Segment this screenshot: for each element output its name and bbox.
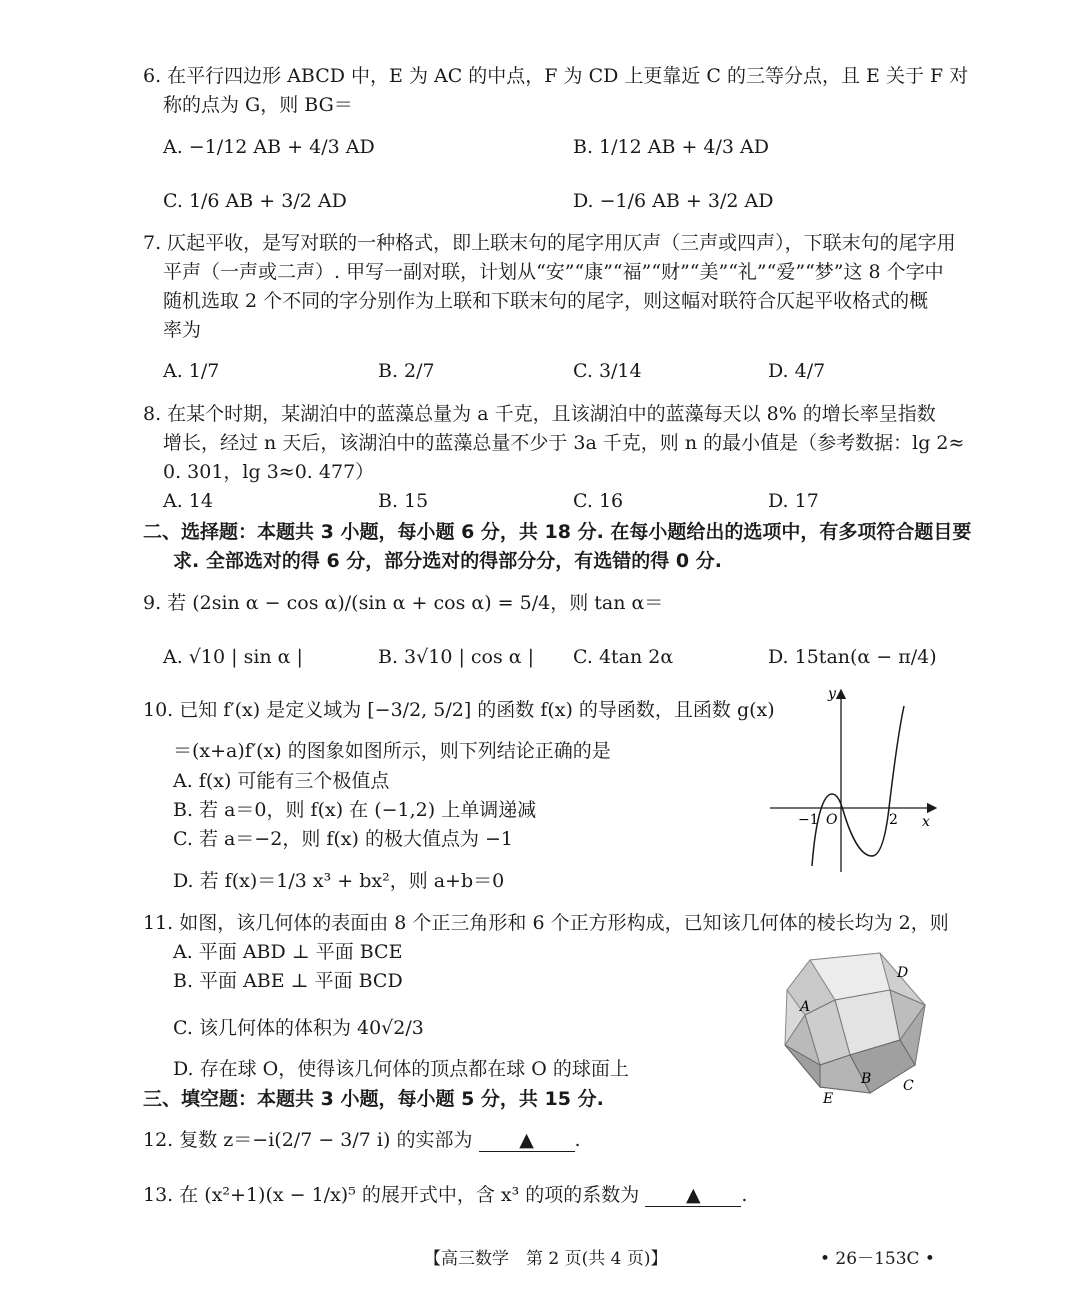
section2-line1: 二、选择题：本题共 3 小题，每小题 6 分，共 18 分. 在每小题给出的选项中，有多项符合题目要 (143, 521, 972, 543)
q10-label-y: y (828, 686, 836, 702)
q11-polyhedron-figure (775, 945, 935, 1110)
q7-option-b: B. 2/7 (378, 360, 435, 382)
q10-line1: 10. 已知 f′(x) 是定义域为 [−3/2, 5/2] 的函数 f(x) 的导函数，且函数 g(x) (143, 699, 775, 721)
q7-line1: 7. 仄起平收，是写对联的一种格式，即上联末句的尾字用仄声（三声或四声），下联末句的尾字用 (143, 232, 956, 254)
q11-option-c: C. 该几何体的体积为 40√2/3 (173, 1017, 424, 1039)
q6-option-b: B. 1/12 AB + 4/3 AD (573, 136, 770, 158)
q11-vertex-b: B (861, 1071, 872, 1087)
q10-label-2: 2 (889, 812, 898, 828)
q13-answer-mark: ▲ (686, 1184, 701, 1206)
q10-label-o: O (826, 812, 838, 828)
q7-option-a: A. 1/7 (163, 360, 220, 382)
q12-answer-mark: ▲ (519, 1129, 534, 1151)
q6-option-a: A. −1/12 AB + 4/3 AD (163, 136, 375, 158)
q12-answer-blank[interactable] (479, 1129, 575, 1152)
q9-option-a: A. √10 | sin α | (163, 646, 303, 668)
q10-label-x: x (922, 814, 930, 830)
q6-line2: 称的点为 G，则 BG＝ (163, 94, 353, 116)
q11-option-b: B. 平面 ABE ⊥ 平面 BCD (173, 970, 403, 992)
q8-option-b: B. 15 (378, 490, 429, 512)
q8-line3: 0. 301，lg 3≈0. 477） (163, 461, 375, 483)
q7-option-d: D. 4/7 (768, 360, 826, 382)
q11-option-d: D. 存在球 O，使得该几何体的顶点都在球 O 的球面上 (173, 1058, 629, 1080)
q12-end: . (574, 1129, 581, 1151)
q10-graph (768, 684, 943, 874)
q7-line2: 平声（一声或二声）. 甲写一副对联，计划从“安”“康”“福”“财”“美”“礼”“爱”“梦”这 8 个字中 (163, 261, 944, 283)
q8-option-d: D. 17 (768, 490, 819, 512)
q9-option-d: D. 15tan(α − π/4) (768, 646, 937, 668)
q6-option-d: D. −1/6 AB + 3/2 AD (573, 190, 774, 212)
q10-label-minus1: −1 (798, 812, 819, 828)
q11-vertex-a: A (800, 999, 811, 1015)
q10-line2: ＝(x+a)f′(x) 的图象如图所示，则下列结论正确的是 (173, 740, 611, 762)
q8-line2: 增长，经过 n 天后，该湖泊中的蓝藻总量不少于 3a 千克，则 n 的最小值是（参考数据：lg 2≈ (163, 432, 965, 454)
q6-option-c: C. 1/6 AB + 3/2 AD (163, 190, 347, 212)
q10-option-d: D. 若 f(x)＝1/3 x³ + bx²，则 a+b＝0 (173, 870, 505, 892)
q7-line3: 随机选取 2 个不同的字分别作为上联和下联末句的尾字，则这幅对联符合仄起平收格式的概 (163, 290, 929, 312)
section3-line1: 三、填空题：本题共 3 小题，每小题 5 分，共 15 分. (143, 1088, 604, 1110)
q10-option-c: C. 若 a＝−2，则 f(x) 的极大值点为 −1 (173, 828, 514, 850)
q7-option-c: C. 3/14 (573, 360, 642, 382)
q11-vertex-c: C (903, 1078, 914, 1094)
q13-line (143, 1182, 747, 1208)
footer-code: • 26－153C • (820, 1249, 935, 1269)
q11-vertex-d: D (897, 965, 909, 981)
q8-option-a: A. 14 (163, 490, 213, 512)
q13-end: . (741, 1184, 748, 1206)
q6-line1: 6. 在平行四边形 ABCD 中，E 为 AC 的中点，F 为 CD 上更靠近 C 的三等分点，且 E 关于 F 对 (143, 65, 969, 87)
q11-line1: 11. 如图，该几何体的表面由 8 个正三角形和 6 个正方形构成，已知该几何体的棱长均为 2，则 (143, 912, 949, 934)
q13-answer-blank[interactable] (645, 1184, 741, 1207)
q8-line1: 8. 在某个时期，某湖泊中的蓝藻总量为 a 千克，且该湖泊中的蓝藻每天以 8% 的增长率呈指数 (143, 403, 936, 425)
q10-option-b: B. 若 a＝0，则 f(x) 在 (−1,2) 上单调递减 (173, 799, 537, 821)
q10-curve (812, 706, 904, 866)
q12-line (143, 1127, 581, 1153)
section2-line2: 求. 全部选对的得 6 分，部分选对的得部分分，有选错的得 0 分. (173, 550, 722, 572)
q9-option-b: B. 3√10 | cos α | (378, 646, 535, 668)
q9-option-c: C. 4tan 2α (573, 646, 674, 668)
q11-option-a: A. 平面 ABD ⊥ 平面 BCE (173, 941, 403, 963)
q12-stem: 12. 复数 z＝−i(2/7 − 3/7 i) 的实部为 (143, 1129, 473, 1151)
q10-option-a: A. f(x) 可能有三个极值点 (173, 770, 390, 792)
q13-stem: 13. 在 (x²+1)(x − 1/x)⁵ 的展开式中，含 x³ 的项的系数为 (143, 1184, 640, 1206)
q7-line4: 率为 (163, 319, 202, 341)
q9-stem: 9. 若 (2sin α − cos α)/(sin α + cos α) = 5/4，则 tan α＝ (143, 592, 664, 614)
q11-vertex-e: E (823, 1091, 834, 1107)
q8-option-c: C. 16 (573, 490, 624, 512)
footer-page-info: 【高三数学 第 2 页(共 4 页)】 (424, 1249, 668, 1269)
